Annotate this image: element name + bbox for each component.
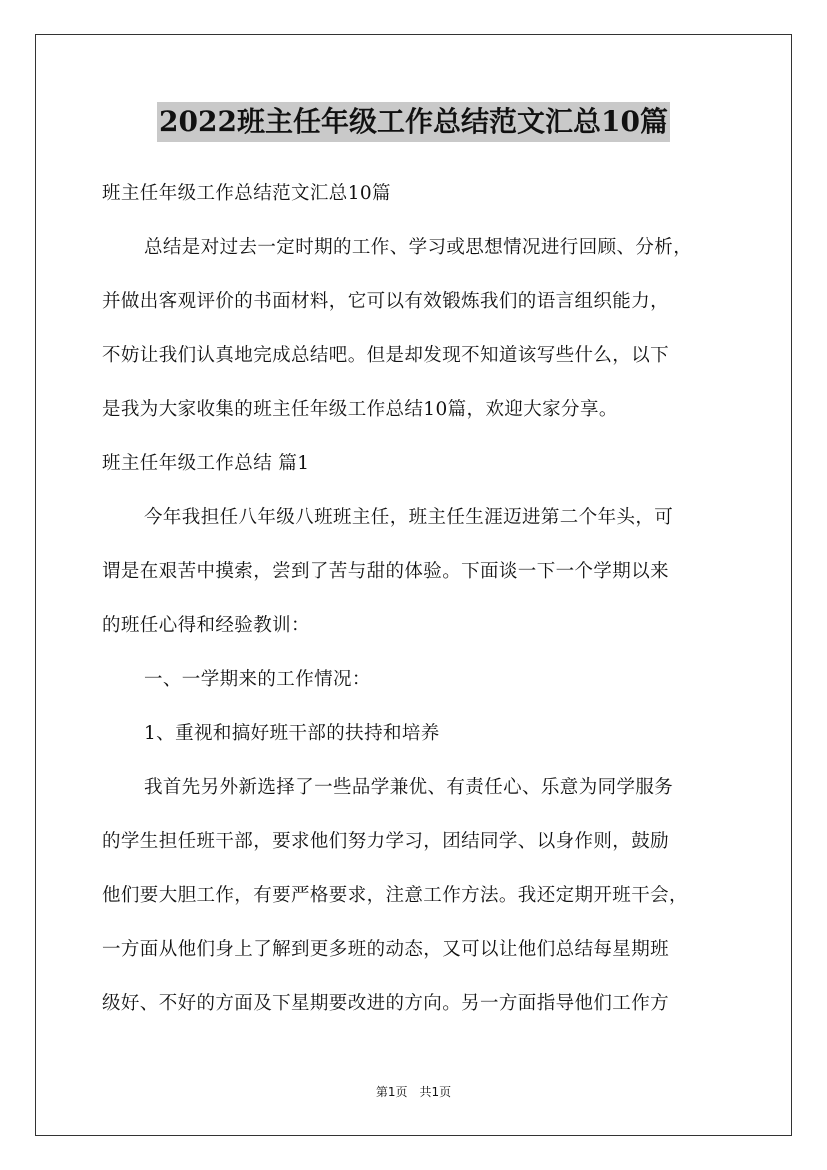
paragraph-line: 级好、不好的方面及下星期要改进的方向。另一方面指导他们工作方 xyxy=(102,993,670,1014)
paragraph-line: 他们要大胆工作，有要严格要求，注意工作方法。我还定期开班干会， xyxy=(102,885,688,906)
paragraph-line: 我首先另外新选择了一些品学兼优、有责任心、乐意为同学服务 xyxy=(144,777,674,798)
paragraph-line: 今年我担任八年级八班班主任，班主任生涯迈进第二个年头，可 xyxy=(144,507,674,528)
paragraph-line: 谓是在艰苦中摸索，尝到了苦与甜的体验。下面谈一下一个学期以来 xyxy=(102,561,670,582)
paragraph-line: 总结是对过去一定时期的工作、学习或思想情况进行回顾、分析， xyxy=(144,237,693,258)
page-number-footer: 第1页 共1页 xyxy=(375,1085,452,1099)
subheading-line: 1、重视和搞好班干部的扶持和培养 xyxy=(144,723,440,744)
paragraph-line: 是我为大家收集的班主任年级工作总结10篇，欢迎大家分享。 xyxy=(102,399,618,420)
section-heading: 班主任年级工作总结 篇1 xyxy=(102,453,310,474)
document-title: 2022班主任年级工作总结范文汇总10篇 xyxy=(157,102,670,142)
paragraph-line: 一方面从他们身上了解到更多班的动态，又可以让他们总结每星期班 xyxy=(102,939,670,960)
paragraph-line: 并做出客观评价的书面材料，它可以有效锻炼我们的语言组织能力， xyxy=(102,291,670,312)
paragraph-line: 不妨让我们认真地完成总结吧。但是却发现不知道该写些什么，以下 xyxy=(102,345,670,366)
title-container xyxy=(0,102,827,142)
subtitle-line: 班主任年级工作总结范文汇总10篇 xyxy=(102,183,391,204)
paragraph-line: 的班任心得和经验教训： xyxy=(102,615,310,636)
paragraph-line: 的学生担任班干部，要求他们努力学习，团结同学、以身作则，鼓励 xyxy=(102,831,670,852)
subheading-line: 一、一学期来的工作情况： xyxy=(144,669,371,690)
